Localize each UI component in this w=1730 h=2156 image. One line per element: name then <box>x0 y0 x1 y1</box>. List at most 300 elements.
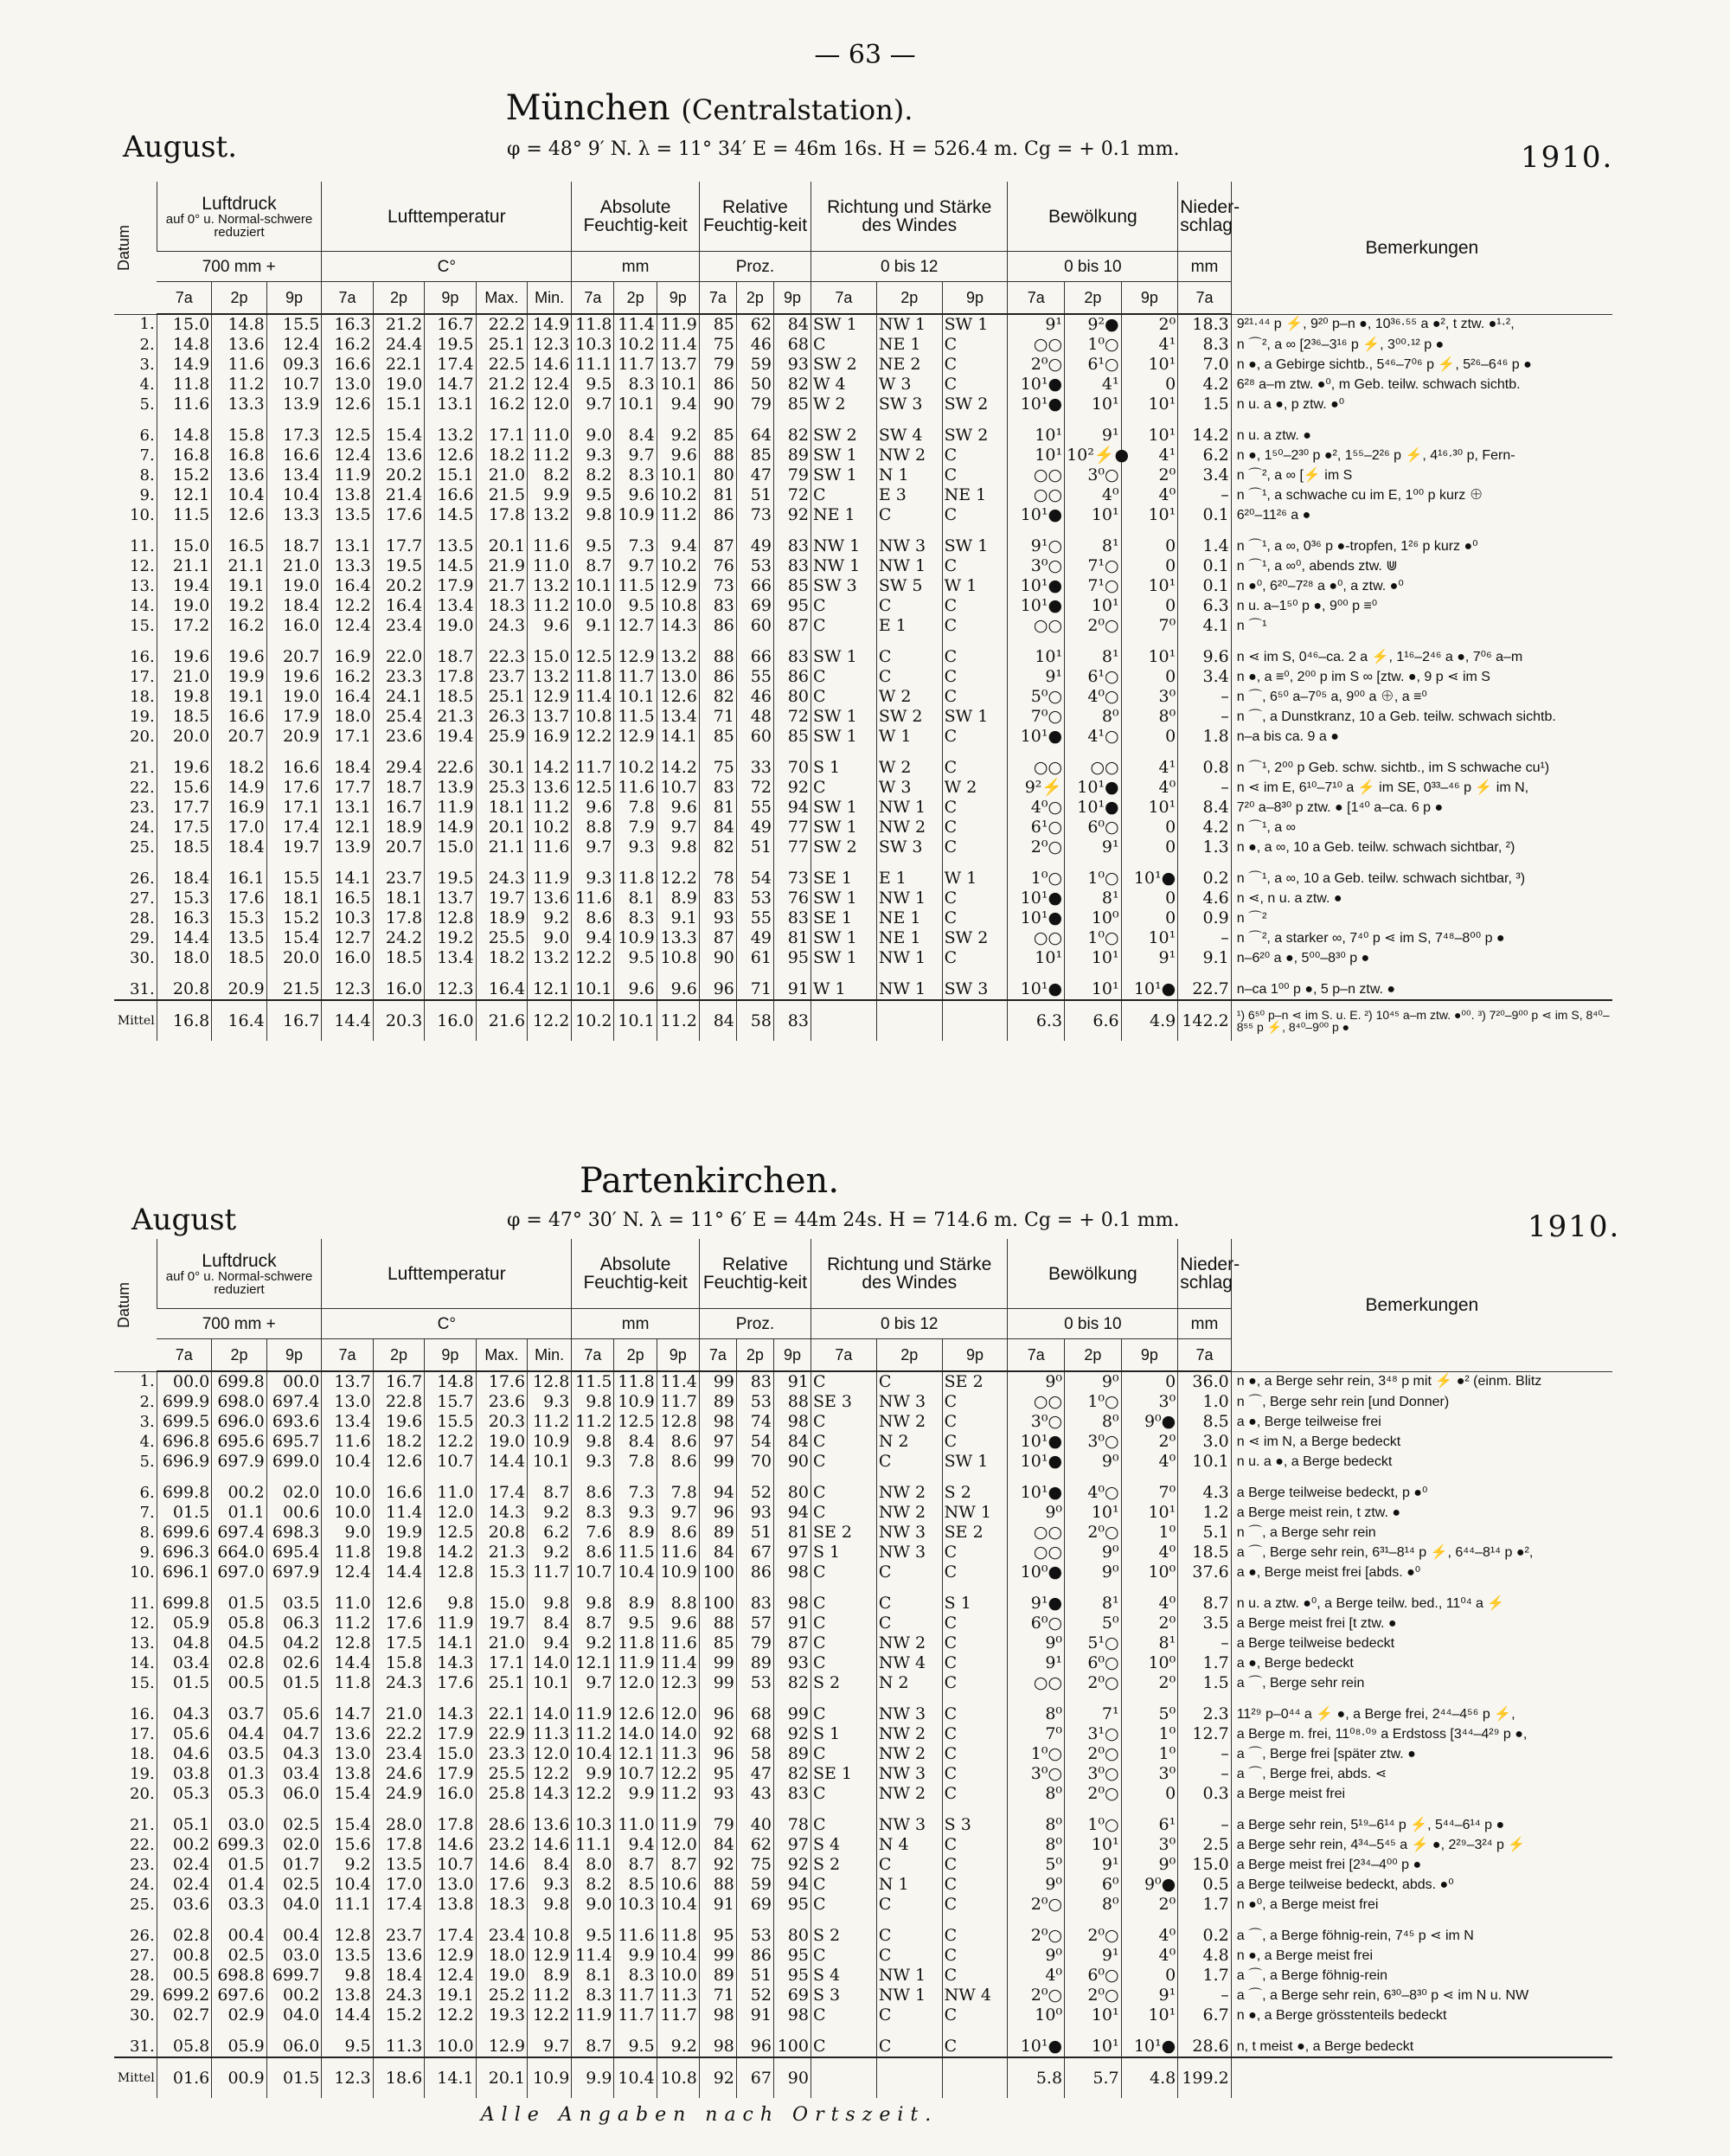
value-cell: 2⁰○ <box>1008 1895 1065 1915</box>
value-cell: S 2 <box>942 1472 1008 1503</box>
value-cell: W 3 <box>876 778 942 798</box>
value-cell: 12.7 <box>1178 1724 1231 1744</box>
value-cell: 17.4 <box>425 1915 476 1946</box>
value-cell: 90 <box>773 1452 811 1472</box>
value-cell: 05.9 <box>157 1614 212 1633</box>
value-cell: 7¹ <box>1065 1693 1122 1724</box>
column-label: 2p <box>876 1339 942 1372</box>
value-cell: W 1 <box>876 727 942 747</box>
table-row <box>114 818 1612 837</box>
value-cell: S 1 <box>942 1582 1008 1614</box>
value-cell: 17.1 <box>476 414 527 446</box>
value-cell: 89 <box>699 1523 736 1543</box>
value-cell: 9.7 <box>572 395 614 414</box>
value-cell: 9.5 <box>322 2025 373 2057</box>
value-cell: 9⁰● <box>1121 1412 1178 1432</box>
value-cell: 695.7 <box>266 1432 322 1452</box>
value-cell: 4⁰○ <box>1065 687 1122 707</box>
value-cell: 85 <box>736 446 773 465</box>
month-label: August <box>131 1203 237 1237</box>
value-cell: 17.8 <box>425 1804 476 1835</box>
mean-cell: 10.4 <box>614 2057 657 2098</box>
value-cell: SW 1 <box>942 1452 1008 1472</box>
value-cell: 10.7 <box>657 778 699 798</box>
value-cell: 54 <box>736 857 773 889</box>
value-cell: 14.5 <box>425 556 476 576</box>
value-cell: 19.1 <box>212 687 267 707</box>
value-cell: 10¹● <box>1008 576 1065 596</box>
value-cell: 17.8 <box>373 1835 424 1855</box>
value-cell: 17.7 <box>322 778 373 798</box>
value-cell: 95 <box>773 596 811 616</box>
value-cell: 699.8 <box>157 1582 212 1614</box>
value-cell: 12.4 <box>322 1562 373 1582</box>
value-cell: ○○ <box>1008 485 1065 505</box>
value-cell: SW 5 <box>876 576 942 596</box>
value-cell: 71 <box>736 968 773 1000</box>
value-cell: 16.8 <box>157 446 212 465</box>
value-cell: 19.2 <box>425 928 476 948</box>
value-cell: 12.3 <box>657 1673 699 1693</box>
value-cell: 11.4 <box>657 335 699 355</box>
value-cell: 03.5 <box>212 1744 267 1764</box>
value-cell: 9.7 <box>657 1503 699 1523</box>
value-cell: 20.8 <box>476 1523 527 1543</box>
value-cell: 100 <box>773 2025 811 2057</box>
value-cell: 89 <box>773 1744 811 1764</box>
value-cell: 5⁰○ <box>1008 687 1065 707</box>
value-cell: 21.0 <box>157 667 212 687</box>
value-cell: 11.0 <box>614 1804 657 1835</box>
value-cell: 8.4 <box>1178 798 1231 818</box>
value-cell: 16.3 <box>322 314 373 335</box>
value-cell: 19.9 <box>373 1523 424 1543</box>
value-cell: 17.1 <box>266 798 322 818</box>
value-cell: 87 <box>699 525 736 556</box>
column-label: 2p <box>876 282 942 315</box>
value-cell: 86 <box>699 616 736 636</box>
table-row <box>114 948 1612 968</box>
value-cell: 10.1 <box>528 1673 572 1693</box>
value-cell: 1⁰ <box>1121 1724 1178 1744</box>
value-cell: 10⁰ <box>1121 1653 1178 1673</box>
value-cell: 9.5 <box>572 375 614 395</box>
mean-cell: 18.6 <box>373 2057 424 2098</box>
column-label: 2p <box>212 1339 267 1372</box>
column-label: 7a <box>699 282 736 315</box>
value-cell: 17.3 <box>266 414 322 446</box>
value-cell: 92 <box>699 1855 736 1875</box>
value-cell: 15.0 <box>1178 1855 1231 1875</box>
value-cell: 96 <box>699 1693 736 1724</box>
value-cell: 10¹● <box>1008 596 1065 616</box>
value-cell: 5⁰ <box>1121 1693 1178 1724</box>
value-cell: C <box>811 1472 876 1503</box>
value-cell: 24.6 <box>373 1764 424 1784</box>
abs-unit: mm <box>572 252 700 282</box>
day-cell: 27. <box>130 889 155 908</box>
value-cell: 1.3 <box>1178 837 1231 857</box>
value-cell: 10.9 <box>528 1432 572 1452</box>
value-cell: 11.8 <box>657 1915 699 1946</box>
value-cell: 16.0 <box>373 968 424 1000</box>
value-cell: 17.9 <box>425 1724 476 1744</box>
value-cell: 13.0 <box>322 375 373 395</box>
value-cell: 76 <box>773 889 811 908</box>
value-cell: ○○ <box>1008 1392 1065 1412</box>
value-cell: 20.9 <box>212 968 267 1000</box>
value-cell: 10¹ <box>1121 1503 1178 1523</box>
value-cell: 18.5 <box>373 948 424 968</box>
value-cell: 6⁰○ <box>1065 818 1122 837</box>
value-cell: 19.7 <box>266 837 322 857</box>
value-cell: C <box>876 596 942 616</box>
mean-cell: 20.1 <box>476 2057 527 2098</box>
value-cell: 15.0 <box>476 1582 527 1614</box>
value-cell: 55 <box>736 908 773 928</box>
table-row <box>114 1895 1612 1915</box>
value-cell: 48 <box>736 707 773 727</box>
value-cell: C <box>942 1764 1008 1784</box>
value-cell: 06.0 <box>266 2025 322 2057</box>
value-cell: 15.2 <box>373 2005 424 2025</box>
remark-cell: n u. a–1⁵⁰ p ●, 9⁰⁰ p ≡⁰ <box>1231 596 1612 616</box>
value-cell: C <box>942 818 1008 837</box>
remark-cell: n ⌒¹, a ∞, 10 a Geb. teilw. schwach sichtbar, ³) <box>1231 857 1612 889</box>
value-cell: 10¹● <box>1008 1452 1065 1472</box>
value-cell: 10.9 <box>614 1392 657 1412</box>
value-cell: NW 2 <box>876 1503 942 1523</box>
value-cell: 02.5 <box>266 1804 322 1835</box>
value-cell: 87 <box>699 928 736 948</box>
value-cell: 21.2 <box>373 314 424 335</box>
mean-cell: 12.3 <box>322 2057 373 2098</box>
value-cell: 99 <box>773 1693 811 1724</box>
luftdruck-unit: 700 mm + <box>157 1309 322 1339</box>
value-cell: 14.9 <box>157 355 212 375</box>
value-cell: 12.9 <box>614 636 657 667</box>
value-cell: 2⁰ <box>1121 314 1178 335</box>
value-cell: 8.6 <box>572 1472 614 1503</box>
relative-feuchtigkeit-header <box>699 1239 811 1309</box>
day-cell: 20. <box>130 727 155 746</box>
value-cell: C <box>811 1614 876 1633</box>
value-cell: 23.4 <box>476 1915 527 1946</box>
value-cell: – <box>1178 778 1231 798</box>
bewoelkung-header <box>1008 182 1178 252</box>
value-cell: ○○ <box>1008 747 1065 778</box>
value-cell: 14.2 <box>657 747 699 778</box>
value-cell: ○○ <box>1008 928 1065 948</box>
value-cell: 4⁰ <box>1121 1582 1178 1614</box>
value-cell: E 1 <box>876 857 942 889</box>
value-cell: 10¹ <box>1008 636 1065 667</box>
value-cell: 8.9 <box>614 1523 657 1543</box>
value-cell: 73 <box>773 857 811 889</box>
value-cell: 9.8 <box>572 1432 614 1452</box>
value-cell: 59 <box>736 355 773 375</box>
value-cell: SW 2 <box>942 928 1008 948</box>
column-label: Max. <box>476 282 527 315</box>
day-cell: 8. <box>139 1523 155 1542</box>
value-cell: 00.4 <box>266 1915 322 1946</box>
value-cell: 14.4 <box>322 2005 373 2025</box>
abs-unit: mm <box>572 1309 700 1339</box>
remark-cell: a Berge sehr rein, 4³⁴–5⁴⁵ a ⚡ ●, 2²⁹–3²⁴ p ⚡ <box>1231 1835 1612 1855</box>
value-cell: 12.7 <box>614 616 657 636</box>
value-cell: 9.5 <box>614 596 657 616</box>
value-cell: 7.0 <box>1178 355 1231 375</box>
value-cell: 85 <box>773 395 811 414</box>
value-cell: 18.3 <box>1178 314 1231 335</box>
value-cell: NW 1 <box>876 1966 942 1986</box>
mean-cell <box>942 1000 1008 1041</box>
value-cell: C <box>942 375 1008 395</box>
value-cell: 13.2 <box>528 948 572 968</box>
value-cell: 04.8 <box>157 1633 212 1653</box>
value-cell: 8.3 <box>614 1966 657 1986</box>
value-cell: 06.3 <box>266 1614 322 1633</box>
value-cell: 82 <box>773 375 811 395</box>
value-cell: 79 <box>699 1804 736 1835</box>
value-cell: 0.2 <box>1178 1915 1231 1946</box>
value-cell: 16.2 <box>322 335 373 355</box>
value-cell: 7.3 <box>614 525 657 556</box>
value-cell: 25.1 <box>476 687 527 707</box>
value-cell: 12.2 <box>425 1432 476 1452</box>
value-cell: NW 2 <box>876 1744 942 1764</box>
value-cell: 9.3 <box>614 1503 657 1523</box>
value-cell: 99 <box>699 1673 736 1693</box>
value-cell: C <box>942 727 1008 747</box>
remark-cell: a Berge meist frei [t ztw. ● <box>1231 1614 1612 1633</box>
value-cell: 15.0 <box>157 314 212 335</box>
value-cell: S 4 <box>811 1966 876 1986</box>
value-cell: 10.2 <box>657 485 699 505</box>
value-cell: SE 1 <box>811 857 876 889</box>
table-row <box>114 1946 1612 1966</box>
value-cell: 10¹● <box>1008 889 1065 908</box>
value-cell: S 2 <box>811 1915 876 1946</box>
table-row <box>114 1835 1612 1855</box>
value-cell: 8⁰ <box>1008 1693 1065 1724</box>
table-row <box>114 1633 1612 1653</box>
remark-cell: 6²⁸ a–m ztw. ●⁰, m Geb. teilw. schwach sichtb. <box>1231 375 1612 395</box>
table-row <box>114 1764 1612 1784</box>
value-cell: 02.8 <box>157 1915 212 1946</box>
value-cell: 02.9 <box>212 2005 267 2025</box>
day-cell: 19. <box>130 707 155 726</box>
value-cell: SW 1 <box>811 727 876 747</box>
value-cell: 1.5 <box>1178 1673 1231 1693</box>
value-cell: C <box>811 616 876 636</box>
footnote-cell <box>1231 2057 1612 2098</box>
wind-header <box>811 182 1008 252</box>
value-cell: 53 <box>736 1392 773 1412</box>
value-cell: 20.9 <box>266 727 322 747</box>
mean-cell: 10.8 <box>657 2057 699 2098</box>
mean-cell: 12.2 <box>528 1000 572 1041</box>
value-cell: 04.2 <box>266 1633 322 1653</box>
value-cell: 19.5 <box>425 335 476 355</box>
value-cell: 16.7 <box>373 1371 424 1392</box>
day-cell: 3. <box>139 1412 155 1431</box>
value-cell: 0 <box>1121 1966 1178 1986</box>
value-cell: 3⁰○ <box>1065 1764 1122 1784</box>
year-label: 1910. <box>1528 1210 1621 1244</box>
value-cell: 95 <box>773 1966 811 1986</box>
day-cell: 25. <box>130 1895 155 1914</box>
value-cell: 14.8 <box>157 414 212 446</box>
value-cell: 2⁰○ <box>1065 1673 1122 1693</box>
value-cell: 9¹ <box>1008 667 1065 687</box>
value-cell: 11.6 <box>572 889 614 908</box>
value-cell: 06.0 <box>266 1784 322 1804</box>
value-cell: 4¹ <box>1121 335 1178 355</box>
value-cell: 12.6 <box>373 1582 424 1614</box>
value-cell: 9¹● <box>1008 1582 1065 1614</box>
day-cell: 12. <box>130 556 155 575</box>
value-cell: 12.1 <box>157 485 212 505</box>
value-cell: 18.0 <box>322 707 373 727</box>
nied-unit: mm <box>1178 1309 1231 1339</box>
value-cell: 22.2 <box>476 314 527 335</box>
value-cell: NW 2 <box>876 1633 942 1653</box>
value-cell: 9.7 <box>614 446 657 465</box>
value-cell: NW 1 <box>811 556 876 576</box>
value-cell: C <box>811 2005 876 2025</box>
value-cell: 12.6 <box>212 505 267 525</box>
value-cell: 49 <box>736 928 773 948</box>
column-label: 2p <box>736 282 773 315</box>
value-cell: 15.3 <box>157 889 212 908</box>
value-cell: 10.9 <box>657 1562 699 1582</box>
value-cell: C <box>942 596 1008 616</box>
value-cell: 10¹ <box>1065 2025 1122 2057</box>
value-cell: 10.0 <box>322 1503 373 1523</box>
relative-feuchtigkeit-header-title: Relative Feuchtig-keit <box>702 1254 808 1293</box>
bewoelkung-header <box>1008 1239 1178 1309</box>
day-cell: 17. <box>130 1724 155 1743</box>
value-cell: 04.0 <box>266 1895 322 1915</box>
value-cell: 20.0 <box>266 948 322 968</box>
value-cell: SW 4 <box>876 414 942 446</box>
value-cell: 9.8 <box>528 1582 572 1614</box>
column-label: 9p <box>266 282 322 315</box>
table-row <box>114 1966 1612 1986</box>
value-cell: 10¹ <box>1065 395 1122 414</box>
value-cell: 21.4 <box>373 485 424 505</box>
value-cell: C <box>811 1895 876 1915</box>
value-cell: 04.5 <box>212 1633 267 1653</box>
value-cell: SE 3 <box>811 1392 876 1412</box>
value-cell: 98 <box>699 2025 736 2057</box>
value-cell: 11.6 <box>657 1633 699 1653</box>
value-cell: 93 <box>736 1503 773 1523</box>
value-cell: 53 <box>736 889 773 908</box>
value-cell: 12.6 <box>322 395 373 414</box>
value-cell: 16.6 <box>266 747 322 778</box>
value-cell: 12.8 <box>322 1915 373 1946</box>
value-cell: S 2 <box>811 1855 876 1875</box>
value-cell: 21.0 <box>476 1633 527 1653</box>
value-cell: 11.9 <box>425 1614 476 1633</box>
value-cell: 9¹ <box>1065 1946 1122 1966</box>
value-cell: 17.6 <box>476 1371 527 1392</box>
day-cell: 9. <box>139 485 155 504</box>
value-cell: 11.6 <box>614 778 657 798</box>
day-cell: 23. <box>130 798 155 817</box>
value-cell: N 1 <box>876 1875 942 1895</box>
value-cell: 10¹ <box>1008 414 1065 446</box>
value-cell: 51 <box>736 485 773 505</box>
value-cell: 02.6 <box>266 1653 322 1673</box>
value-cell: 43 <box>736 1784 773 1804</box>
value-cell: 11.4 <box>657 1371 699 1392</box>
value-cell: 14.4 <box>322 1653 373 1673</box>
value-cell: C <box>876 2025 942 2057</box>
value-cell: 69 <box>773 1986 811 2005</box>
value-cell: 12.4 <box>528 375 572 395</box>
value-cell: S 3 <box>942 1804 1008 1835</box>
value-cell: 19.6 <box>212 636 267 667</box>
value-cell: C <box>942 837 1008 857</box>
value-cell: 0.8 <box>1178 747 1231 778</box>
value-cell: 9.4 <box>528 1633 572 1653</box>
value-cell: 21.3 <box>476 1543 527 1562</box>
value-cell: 10¹ <box>1121 414 1178 446</box>
mean-cell: 01.6 <box>157 2057 212 2098</box>
value-cell: 695.6 <box>212 1432 267 1452</box>
value-cell: SW 3 <box>942 968 1008 1000</box>
value-cell: 8.6 <box>572 908 614 928</box>
value-cell: 6.2 <box>528 1523 572 1543</box>
value-cell: 25.8 <box>476 1784 527 1804</box>
value-cell: 13.2 <box>657 636 699 667</box>
value-cell: 10.4 <box>572 1744 614 1764</box>
value-cell: – <box>1178 707 1231 727</box>
value-cell: 00.5 <box>212 1673 267 1693</box>
value-cell: 11.0 <box>322 1582 373 1614</box>
station-subtitle: (Centralstation). <box>681 93 913 126</box>
value-cell: 7¹○ <box>1065 556 1122 576</box>
value-cell: 17.0 <box>373 1875 424 1895</box>
value-cell: 4⁰○ <box>1065 1472 1122 1503</box>
table-row <box>114 1614 1612 1633</box>
value-cell: 13.3 <box>322 556 373 576</box>
value-cell: 8.7 <box>572 1614 614 1633</box>
value-cell: 20.2 <box>373 465 424 485</box>
luftdruck-header-subtitle: auf 0° u. Normal-schwere reduziert <box>165 1268 313 1297</box>
table-row <box>114 446 1612 465</box>
value-cell: 14.3 <box>657 616 699 636</box>
remark-cell: n ⋖, n u. a ztw. ● <box>1231 889 1612 908</box>
value-cell: 2⁰ <box>1121 1614 1178 1633</box>
value-cell: 19.0 <box>157 596 212 616</box>
value-cell: 8¹ <box>1065 636 1122 667</box>
value-cell: 7.8 <box>657 1472 699 1503</box>
value-cell: 699.6 <box>157 1523 212 1543</box>
value-cell: 5¹○ <box>1065 1633 1122 1653</box>
table-row <box>114 857 1612 889</box>
value-cell: 16.9 <box>212 798 267 818</box>
table-row <box>114 2005 1612 2025</box>
value-cell: 10¹● <box>1008 968 1065 1000</box>
value-cell: 8.7 <box>657 1855 699 1875</box>
value-cell: SW 1 <box>811 889 876 908</box>
value-cell: 11.2 <box>528 596 572 616</box>
value-cell: 10.7 <box>572 1562 614 1582</box>
